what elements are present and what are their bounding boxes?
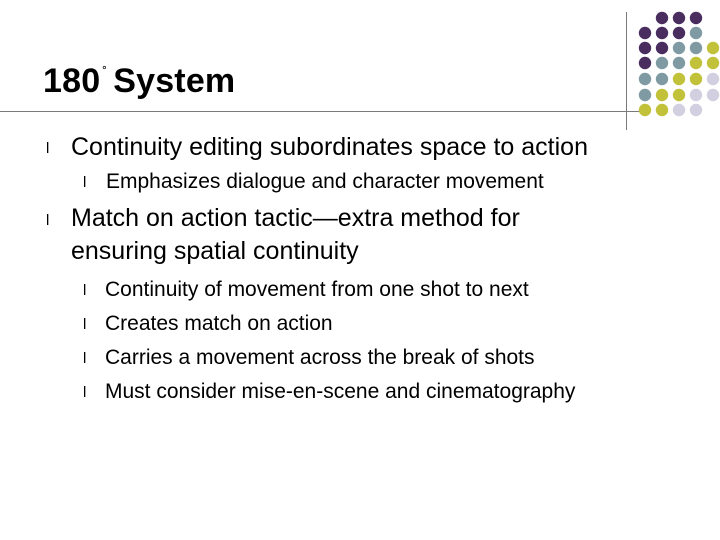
decorative-dot [707, 57, 719, 69]
decorative-dot [690, 89, 702, 101]
decorative-dot [707, 89, 719, 101]
decorative-dot [639, 104, 651, 116]
decorative-dot [656, 42, 668, 54]
decorative-dot-grid [0, 0, 720, 140]
decorative-dot [656, 104, 668, 116]
decorative-dot [656, 27, 668, 39]
decorative-dot [673, 27, 685, 39]
bullet-2-2-text: Creates match on action [105, 312, 333, 335]
bullet-2-1-glyph: l [83, 282, 87, 299]
bullet-1-glyph: l [46, 140, 50, 157]
decorative-dot [656, 12, 668, 24]
bullet-2-2-glyph: l [83, 316, 87, 333]
decorative-dot [656, 57, 668, 69]
decorative-dot [690, 73, 702, 85]
bullet-1-1-text: Emphasizes dialogue and character movement [106, 170, 544, 193]
bullet-2-3-glyph: l [83, 350, 87, 367]
decorative-dot [690, 27, 702, 39]
bullet-2-text-line-1: Match on action tactic—extra method for [71, 204, 520, 232]
title-number: 180 [43, 62, 101, 100]
decorative-dot [639, 89, 651, 101]
decorative-dot [673, 42, 685, 54]
bullet-2-1-text: Continuity of movement from one shot to next [105, 278, 529, 301]
decorative-dot [690, 42, 702, 54]
decorative-dot [690, 57, 702, 69]
title-word: System [113, 62, 236, 100]
decorative-dot [673, 12, 685, 24]
decorative-dot [639, 73, 651, 85]
decorative-dot [690, 104, 702, 116]
bullet-2-glyph: l [46, 212, 50, 229]
decorative-dot [673, 89, 685, 101]
decorative-dot [673, 73, 685, 85]
decorative-dot [707, 73, 719, 85]
bullet-1-text: Continuity editing subordinates space to action [71, 133, 588, 161]
decorative-dot [673, 57, 685, 69]
decorative-dot [639, 42, 651, 54]
decorative-dot [707, 42, 719, 54]
bullet-2-4-text: Must consider mise-en-scene and cinematography [105, 380, 576, 403]
decorative-dot [656, 73, 668, 85]
bullet-1-1-glyph: l [83, 174, 87, 191]
bullet-2-text-line-2: ensuring spatial continuity [71, 237, 359, 265]
degree-symbol: ˚ [102, 64, 108, 80]
decorative-dot [639, 27, 651, 39]
decorative-dot [656, 89, 668, 101]
bullet-2-3-text: Carries a movement across the break of shots [105, 346, 535, 369]
decorative-dot [639, 57, 651, 69]
decorative-dot [690, 12, 702, 24]
decorative-dot [673, 104, 685, 116]
bullet-2-4-glyph: l [83, 384, 87, 401]
